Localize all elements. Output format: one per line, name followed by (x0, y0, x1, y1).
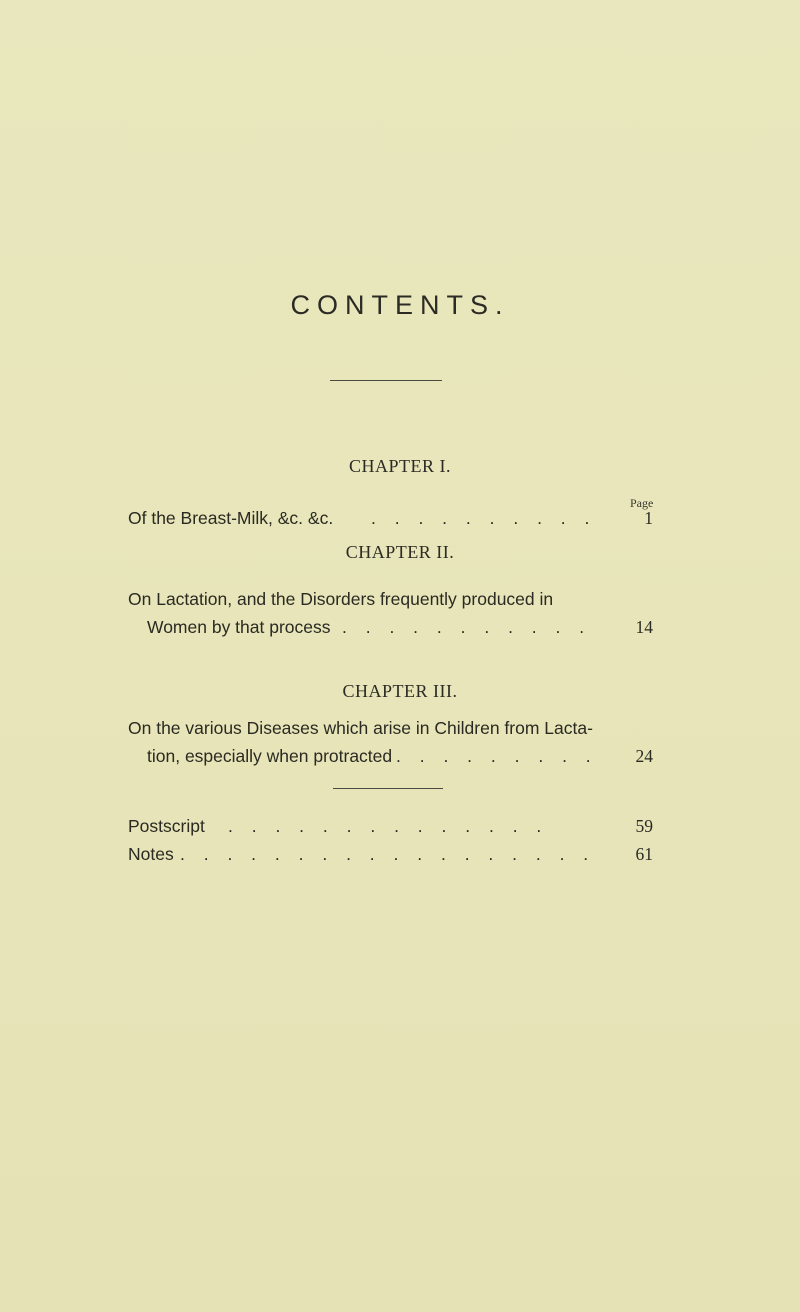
leader-dots: . . . . . . . . . (396, 746, 598, 766)
toc-entry-page: 24 (635, 746, 653, 766)
toc-entry-page: 61 (635, 844, 653, 864)
toc-entry-text: Postscript (128, 816, 205, 836)
toc-entry-page: 1 (644, 508, 653, 528)
leader-dots: . . . . . . . . . . . . . . . . . . (180, 844, 596, 864)
toc-entry-text: Of the Breast-Milk, &c. &c. (128, 508, 334, 528)
toc-entry-page: 14 (635, 617, 653, 637)
chapter-2-heading: CHAPTER II. (345, 542, 455, 562)
toc-entry-page: 59 (635, 816, 653, 836)
toc-entry-text: Notes (128, 844, 174, 864)
appendix-divider (333, 788, 443, 789)
leader-dots: . . . . . . . . . . . (342, 617, 592, 637)
contents-title: CONTENTS. (290, 290, 510, 320)
toc-entry-text: tion, especially when protracted (147, 746, 393, 766)
toc-entry-text: Women by that process (147, 617, 331, 637)
toc-entry-text: On the various Diseases which arise in Children from Lacta- (128, 718, 593, 738)
toc-entry-notes[interactable] (128, 844, 653, 865)
toc-entry-chapter-3-line-2[interactable] (147, 746, 653, 767)
toc-entry-postscript[interactable] (128, 816, 653, 837)
chapter-3-heading: CHAPTER III. (342, 681, 458, 701)
toc-entry-chapter-2-line-2[interactable] (147, 617, 653, 638)
title-divider (330, 380, 442, 381)
toc-entry-chapter-3-line-1[interactable] (128, 718, 653, 739)
leader-dots: . . . . . . . . . . . . . . (228, 816, 549, 836)
page-column-label: Page (630, 496, 654, 510)
chapter-1-heading: CHAPTER I. (348, 456, 451, 476)
toc-entry-text: On Lactation, and the Disorders frequently produced in (128, 589, 554, 609)
toc-entry-chapter-1[interactable] (128, 508, 653, 529)
toc-entry-chapter-2-line-1[interactable] (128, 589, 653, 610)
leader-dots: . . . . . . . . . . (371, 508, 597, 528)
